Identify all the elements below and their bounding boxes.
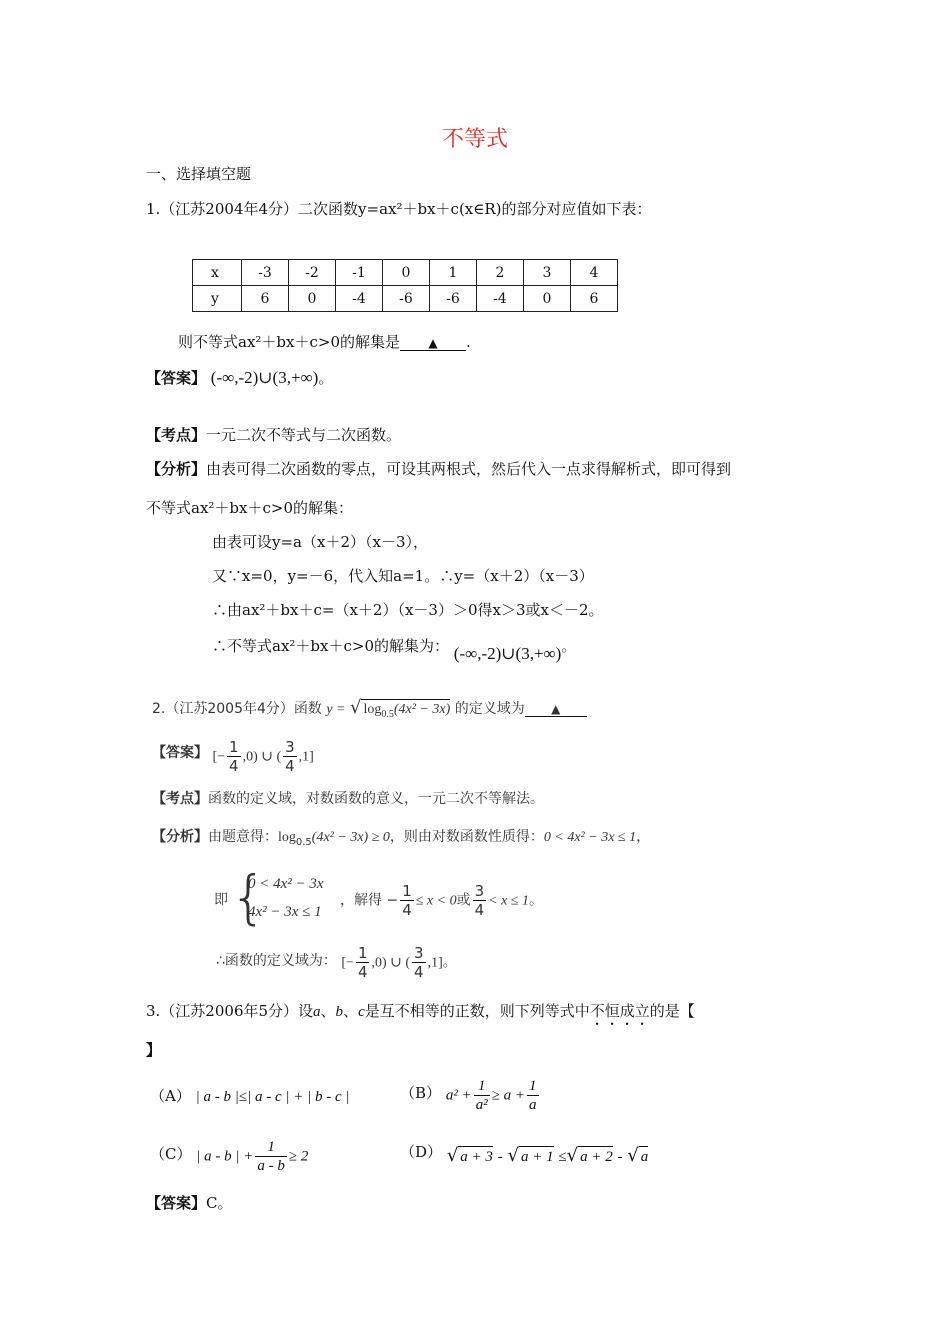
domain-lb: [− [341,955,354,971]
q3-option-a [150,1086,350,1107]
q1-kaodian [146,425,401,445]
fenxi-end: ， [636,829,651,845]
sqrt-icon: √ [627,1145,639,1166]
q2-answer-rb: ,1] [298,749,314,765]
q1-answer [146,368,333,388]
option-b-lhs: a² + [445,1087,472,1104]
fenxi-ineq2: 0 < 4x² − 3x ≤ 1 [543,830,637,845]
table-row [193,260,618,286]
frac-den: a² [475,1097,488,1113]
table-cell: 0 [524,286,571,312]
domain-prefix: ∴函数的定义域为： [216,952,337,969]
q1-step4 [212,636,577,663]
q2-func-lhs: y = [326,702,346,717]
kaodian-label: 【考点】 [152,791,208,807]
radicand: a [639,1146,649,1167]
domain-rb: ,1] [427,955,443,971]
option-label: （D） [400,1143,443,1161]
fenxi-log: log [278,830,296,845]
frac-num: 1 [255,1138,287,1157]
kaodian-label: 【考点】 [146,426,207,444]
q1-answer-end: 。 [318,369,334,387]
q1-step1: 由表可设y=a（x＋2）（x－3）， [212,533,428,551]
fenxi-line2: 不等式ax²＋bx＋c>0的解集： [146,499,353,517]
table-cell: -2 [289,260,336,286]
table-cell: y [193,286,242,312]
sep: 、 [343,1002,359,1020]
kaodian-text: 函数的定义域，对数函数的意义，一元二次不等解法。 [208,791,544,807]
answer-blank: ▲ [525,702,587,717]
fenxi-log-sub: 0.5 [295,836,312,848]
q3-stem-close: 】 [146,1041,162,1059]
q1-fenxi [146,459,731,479]
table-cell: 6 [571,286,618,312]
frac-num: 1 [402,882,412,900]
q3-answer-value: C。 [206,1194,233,1212]
q2-answer-lb: [− [212,749,226,765]
frac-num: 3 [285,738,295,756]
table-cell: 1 [430,260,477,286]
fraction [356,944,370,981]
sqrt-icon: √ [349,697,362,718]
table-cell: -3 [242,260,289,286]
answer-label: 【答案】 [146,1194,207,1212]
log-sub: 0.5 [381,708,394,720]
radicand: a + 1 [519,1146,554,1167]
frac-num: 1 [229,738,239,756]
table-cell: 4 [571,260,618,286]
log-arg: (4x² − 3x) [393,702,451,717]
sys-solve-line [340,882,543,919]
q3-option-d [400,1143,649,1167]
frac-num: 3 [414,944,424,962]
q2-kaodian [152,789,544,809]
radicand: a + 3 [458,1146,493,1167]
fenxi-line1: 由表可得二次函数的零点，可设其两根式，然后代入一点求得解析式，即可得到 [206,460,732,478]
fenxi-label: 【分析】 [152,829,208,845]
q3-stem-emphasis: 不恒成立 [589,1002,650,1020]
frac-den: 4 [285,757,295,775]
q1-step4-end: 。 [561,637,577,655]
table-row [193,286,618,312]
sys-solve: ，解得 − [340,892,399,909]
fenxi-label: 【分析】 [146,460,207,478]
fraction [474,1077,490,1114]
fraction [527,1077,539,1114]
q1-step3: ∴由ax²＋bx＋c=（x＋2）（x－3）＞0得x＞3或x＜－2。 [212,601,604,619]
fraction [283,738,297,775]
table-cell: -1 [336,260,383,286]
frac-den: a [529,1097,537,1113]
frac-num: 1 [529,1078,537,1094]
frac-den: a - b [257,1158,285,1174]
q3-stem-text: 3.（江苏2006年5分）设 [146,1002,314,1020]
q1-answer-value: (-∞,-2)∪(3,+∞) [210,368,319,387]
relation: ≤ [558,1149,567,1165]
frac-num: 1 [357,944,368,962]
q2-domain [216,944,457,981]
frac-den: 4 [474,901,485,919]
frac-den: 4 [414,963,424,981]
q3-option-b [400,1077,541,1114]
sys-range1: ≤ x < 0 [415,893,457,909]
fraction [227,738,241,775]
frac-den: 4 [229,757,239,775]
sys-line1: 0 < 4x² − 3x [248,876,324,892]
sep: 、 [320,1002,336,1020]
sys-end: 。 [529,892,543,909]
option-a-expr: | a - b |≤| a - c | + | b - c | [195,1089,350,1105]
q3-option-c [150,1138,308,1175]
domain-mid: ,0) ∪ ( [371,955,411,971]
var-a: a [313,1004,321,1020]
table-cell: 3 [524,260,571,286]
section-heading: 一、选择填空题 [146,165,252,183]
q3-stem-middle: 是互不相等的正数，则下列等式中 [364,1002,590,1020]
answer-blank: ▲ [400,336,466,351]
frac-den: 4 [357,963,368,981]
option-label: （C） [150,1144,192,1163]
q1-step4-value: (-∞,-2)∪(3,+∞) [453,644,562,663]
minus: - [497,1149,503,1165]
q1-step2: 又∵x=0，y=－6，代入知a=1。∴y=（x＋2）（x－3） [212,567,594,585]
fenxi-middle: ，则由对数函数性质得： [389,829,544,845]
answer-label: 【答案】 [146,369,207,387]
sys-range2: < x ≤ 1 [488,893,529,909]
var-c: c [358,1004,365,1020]
option-b-mid: ≥ a + [491,1087,526,1104]
q1-value-table [192,259,618,312]
fraction [412,944,426,981]
answer-label: 【答案】 [152,744,208,761]
frac-num: 3 [474,882,485,900]
q2-answer-mid: ,0) ∪ ( [242,749,282,765]
q3-stem-suffix: 的是【 [649,1002,695,1020]
q1-question-text: 则不等式ax²＋bx＋c>0的解集是 [178,333,400,351]
q2-stem-text: 2.（江苏2005年4分）函数 [152,701,322,717]
domain-end: 。 [442,954,457,971]
kaodian-text: 一元二次不等式与二次函数。 [206,426,402,444]
var-b: b [335,1004,344,1020]
fraction [473,882,487,919]
option-c-lhs: | a - b | + [196,1148,254,1165]
table-cell: 0 [289,286,336,312]
q1-question [178,332,471,352]
q3-stem [146,1001,695,1029]
system-prefix: 即 [214,892,228,908]
table-cell: -4 [336,286,383,312]
option-label: （A） [150,1087,191,1105]
table-cell: x [193,260,242,286]
q1-stem: 1.（江苏2004年4分）二次函数y=ax²＋bx＋c(x∈R)的部分对应值如下表： [146,200,652,218]
q2-radicand [361,699,450,725]
fraction [400,882,414,919]
q1-step4-text: ∴不等式ax²＋bx＋c>0的解集为： [212,637,449,655]
sqrt-icon: √ [507,1145,519,1166]
q2-stem-suffix: 的定义域为 [454,701,525,717]
table-cell: -6 [383,286,430,312]
table-cell: -6 [430,286,477,312]
table-cell: -4 [477,286,524,312]
q2-answer [152,738,314,775]
frac-num: 1 [474,1077,490,1096]
option-c-rhs: ≥ 2 [288,1148,309,1165]
log-text: log [363,702,382,717]
page-title: 不等式 [441,127,508,152]
fenxi-prefix: 由题意得： [208,829,278,845]
minus: - [617,1149,623,1165]
fenxi-ineq1: (4x² − 3x) ≥ 0 [311,830,390,845]
option-label: （B） [400,1083,442,1102]
sqrt-icon: √ [446,1145,459,1166]
brace-icon: { [230,863,267,931]
table-cell: 0 [383,260,430,286]
q3-answer [146,1193,233,1213]
frac-den: 4 [402,901,412,919]
radicand: a + 2 [578,1146,613,1167]
sys-line2: 4x² − 3x ≤ 1 [248,904,322,920]
fraction [255,1138,287,1175]
q2-fenxi [152,827,650,853]
q1-question-end: . [466,333,471,351]
sqrt-icon: √ [566,1145,579,1166]
q2-stem [152,698,587,725]
table-cell: 6 [242,286,289,312]
table-cell: 2 [477,260,524,286]
sys-or: 或 [456,892,471,909]
